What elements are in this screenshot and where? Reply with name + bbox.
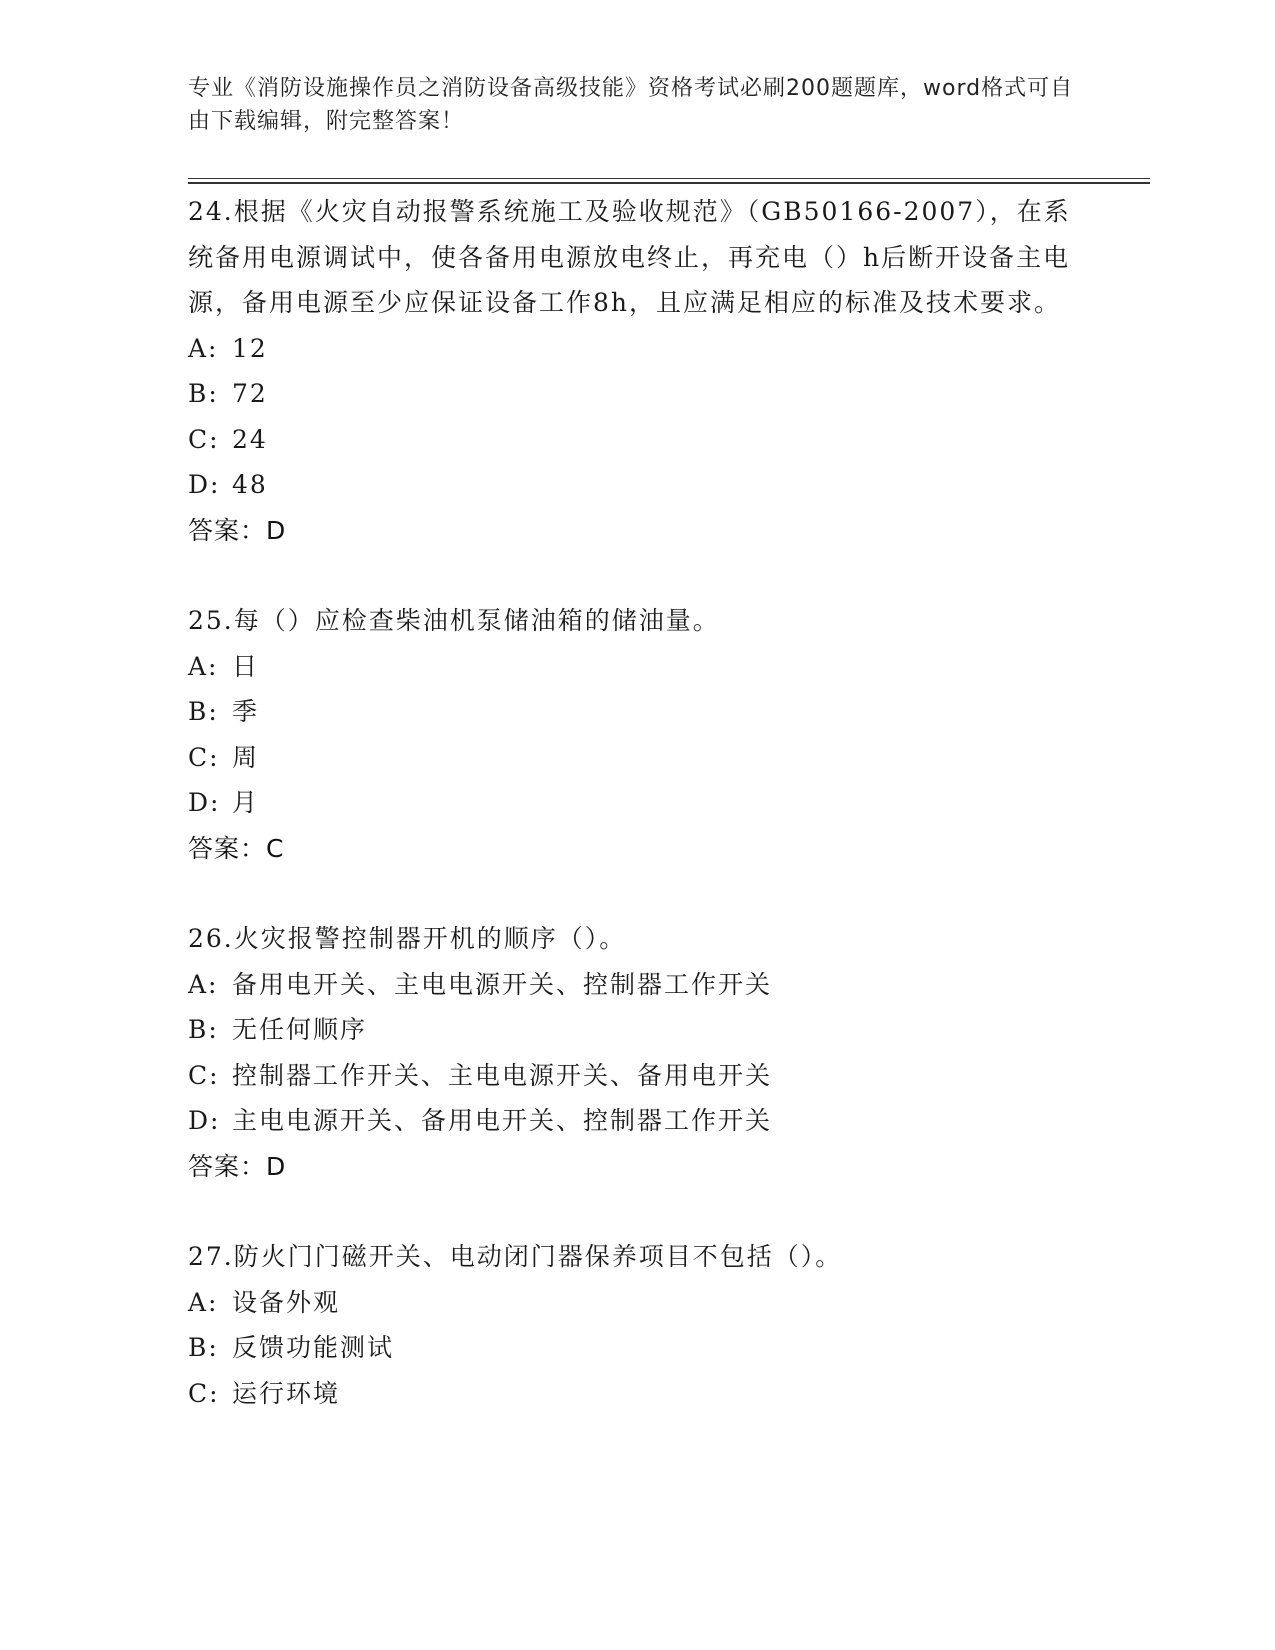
option-letter: A: <box>188 1287 219 1317</box>
option-text: 周 <box>232 742 260 772</box>
question-stem: 26.火灾报警控制器开机的顺序（）。 <box>188 924 627 953</box>
option-text: 12 <box>232 333 268 363</box>
option-text: 无任何顺序 <box>232 1015 368 1044</box>
question-list <box>188 189 1088 1461</box>
option-text: 季 <box>232 697 260 726</box>
option-letter: D: <box>188 788 221 817</box>
option-b <box>188 1007 1088 1053</box>
answer-line: 答案：C <box>188 833 285 863</box>
header-divider-thick <box>188 182 1150 184</box>
option-letter: D: <box>188 470 221 499</box>
question-27 <box>188 1234 1088 1416</box>
option-letter: C: <box>188 1060 220 1090</box>
option-c <box>188 417 1088 463</box>
option-text: 48 <box>232 470 268 499</box>
question-stem: 25.每（）应检查柴油机泵储油箱的储油量。 <box>188 606 720 635</box>
document-header: 专业《消防设施操作员之消防设备高级技能》资格考试必刷200题题库，word格式可自由下载编辑，附完整答案！ <box>188 76 1074 134</box>
option-c <box>188 1053 1088 1099</box>
option-d <box>188 462 1088 508</box>
question-26 <box>188 916 1088 1189</box>
option-letter: A: <box>188 333 219 363</box>
option-b <box>188 371 1088 417</box>
option-letter: C: <box>188 424 220 454</box>
option-text: 24 <box>232 424 268 454</box>
answer-line: 答案：D <box>188 515 287 545</box>
option-text: 反馈功能测试 <box>232 1333 395 1362</box>
option-a <box>188 326 1088 372</box>
option-letter: C: <box>188 742 220 772</box>
option-d <box>188 1098 1088 1144</box>
question-24 <box>188 189 1088 553</box>
option-letter: B: <box>188 379 219 408</box>
option-text: 设备外观 <box>232 1287 341 1317</box>
question-25 <box>188 598 1088 871</box>
question-stem: 24.根据《火灾自动报警系统施工及验收规范》（GB50166-2007），在系统备用电源调试中，使各备用电源放电终止，再充电（）h后断开设备主电源，备用电源至少应保证设备工作8h，且应满足相应的标准及技术要求。 <box>188 197 1071 317</box>
option-d <box>188 780 1088 826</box>
option-text: 备用电开关、主电电源开关、控制器工作开关 <box>232 969 773 999</box>
option-a <box>188 962 1088 1008</box>
option-text: 日 <box>232 651 260 681</box>
option-text: 运行环境 <box>232 1378 341 1408</box>
option-a <box>188 1280 1088 1326</box>
option-letter: B: <box>188 697 219 726</box>
answer-line: 答案：D <box>188 1151 287 1181</box>
option-letter: B: <box>188 1015 219 1044</box>
option-c <box>188 735 1088 781</box>
option-text: 主电电源开关、备用电开关、控制器工作开关 <box>232 1106 773 1135</box>
option-letter: C: <box>188 1378 220 1408</box>
option-letter: A: <box>188 651 219 681</box>
option-c <box>188 1371 1088 1417</box>
option-letter: B: <box>188 1333 219 1362</box>
question-stem: 27.防火门门磁开关、电动闭门器保养项目不包括（）。 <box>188 1242 843 1271</box>
option-b <box>188 689 1088 735</box>
header-divider-thin <box>188 178 1150 179</box>
option-letter: D: <box>188 1106 221 1135</box>
option-letter: A: <box>188 969 219 999</box>
option-text: 控制器工作开关、主电电源开关、备用电开关 <box>232 1060 773 1090</box>
option-b <box>188 1325 1088 1371</box>
option-text: 月 <box>232 788 260 817</box>
option-text: 72 <box>232 379 268 408</box>
option-a <box>188 644 1088 690</box>
